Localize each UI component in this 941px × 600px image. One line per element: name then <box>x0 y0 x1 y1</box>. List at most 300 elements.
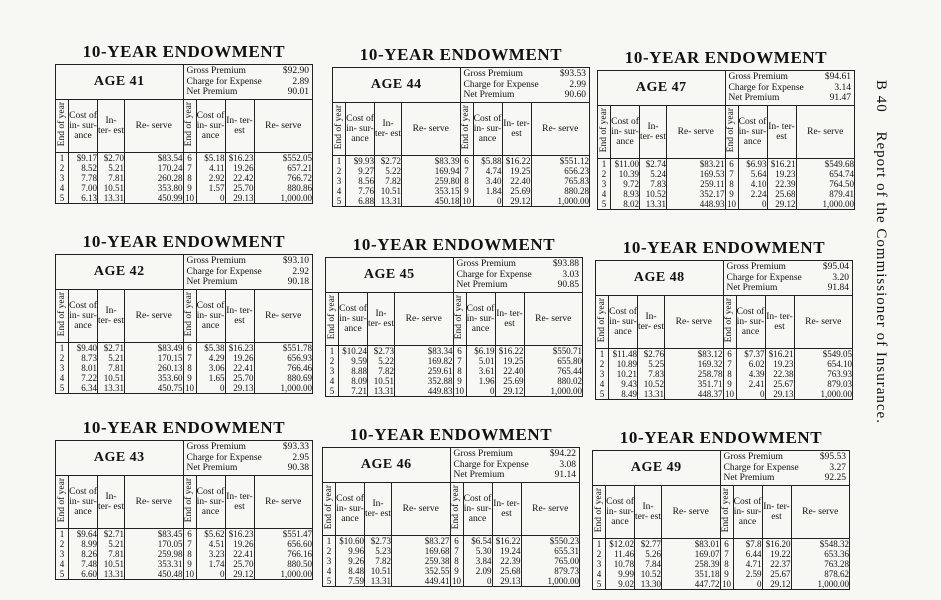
age-label: AGE 48 <box>596 261 724 296</box>
gross-premium: $93.88 <box>552 259 579 270</box>
cell: 1.96 <box>478 376 495 386</box>
cell: $16.23 <box>228 153 254 163</box>
cell: $2.74 <box>645 159 666 169</box>
cell: 9.02 <box>618 579 634 589</box>
cell: 1,000.00 <box>280 193 312 203</box>
age-label: AGE 45 <box>326 258 454 293</box>
cell: 259.98 <box>157 549 183 559</box>
age-label: AGE 46 <box>323 448 451 483</box>
cell: 353.60 <box>157 373 183 383</box>
cell: 10.21 <box>616 369 637 379</box>
cell: $549.68 <box>824 159 854 169</box>
column-header: Cost of in- sur- ance <box>463 494 492 524</box>
cell: 450.18 <box>434 196 460 206</box>
column-header: Cost of in- sur- ance <box>611 117 639 147</box>
column-header: In- ter- est <box>493 499 520 519</box>
column-header: Cost of in- sur- ance <box>733 497 762 527</box>
column-header: In- ter- est <box>638 312 664 332</box>
cell: 766.16 <box>287 549 312 559</box>
cell: 655.80 <box>557 356 582 366</box>
cell: 656.93 <box>287 353 312 363</box>
column-header: Re- serve <box>135 311 172 321</box>
cell: $549.05 <box>822 349 852 359</box>
column-header: Re- serve <box>532 504 569 514</box>
endowment-table-card <box>592 428 850 590</box>
cell: 880.28 <box>564 186 589 196</box>
cell: 654.74 <box>829 169 854 179</box>
endowment-table <box>55 64 313 204</box>
expense-charge: 3.27 <box>829 462 846 473</box>
endowment-table <box>55 254 313 394</box>
cell: 656.23 <box>564 166 589 176</box>
cell: 352.55 <box>424 566 450 576</box>
column-header: Cost of in- sur- ance <box>196 487 225 517</box>
endowment-table <box>55 440 313 580</box>
cell: 765.00 <box>554 556 579 566</box>
data-row: 1 2 3 4 5 $10.24 9.59 8.88 8.09 7.21 $2.73 5.22 7.82 10.51 13.31 $83.34 169.82 259.61 352.88 449.83 6 7 8 9 10 $6.19 5.01 3.61 1.96 0 $16.22 19.25 22.40 25.69 29.12 $550.71 655.80 765.44 880.02 1,000.00 <box>326 346 583 397</box>
premium-block: Gross Premium $95.53 Charge for Expense 3.27 Net Premium 92.25 <box>720 451 850 486</box>
table-title: 10-YEAR ENDOWMENT <box>359 45 563 64</box>
cell: $16.21 <box>770 159 796 169</box>
column-header: End of year <box>333 105 344 150</box>
cell: 25.70 <box>233 373 254 383</box>
expense-charge: 2.92 <box>292 266 309 277</box>
cell: 19.23 <box>775 169 796 179</box>
column-header: In- ter- est <box>98 116 124 136</box>
cell: 25.69 <box>510 186 531 196</box>
column-header: Cost of in- sur- ance <box>609 307 637 337</box>
column-header: Re- serve <box>412 124 449 134</box>
cell: 10.78 <box>613 559 634 569</box>
cell: $2.76 <box>643 349 664 359</box>
cell: 351.18 <box>694 569 720 579</box>
cell: 1,000.00 <box>280 569 312 579</box>
cell: 7.83 <box>650 179 666 189</box>
cell: 13.31 <box>380 196 401 206</box>
cell: $550.71 <box>552 346 582 356</box>
cell: 1,000.00 <box>547 576 579 586</box>
endowment-table <box>595 260 853 400</box>
cell: 1,000.00 <box>817 579 849 589</box>
cell: $548.32 <box>819 539 849 549</box>
cell: 766.72 <box>287 173 312 183</box>
cell: $10.60 <box>339 536 364 546</box>
cell: 8.49 <box>621 389 637 399</box>
column-header: In- ter- est <box>368 309 394 329</box>
age-label: AGE 47 <box>598 71 726 106</box>
cell: 1.65 <box>208 373 225 383</box>
cell: 8.26 <box>81 549 97 559</box>
cell: 5.30 <box>475 546 492 556</box>
cell: 259.80 <box>434 176 460 186</box>
expense-charge: 2.89 <box>292 76 309 87</box>
cell: 654.10 <box>827 359 852 369</box>
cell: 2.41 <box>748 379 765 389</box>
cell: $5.88 <box>481 156 502 166</box>
cell: 879.41 <box>829 189 854 199</box>
data-row: 1 2 3 4 5 $9.93 9.27 8.56 7.76 6.88 $2.72 5.22 7.82 10.51 13.31 $83.39 169.94 259.80 353.15 450.18 6 7 8 9 10 $5.88 4.74 3.40 1.84 0 $16.22 19.25 22.40 25.69 29.12 $551.12 656.23 765.83 880.28 1,000.00 <box>333 156 590 207</box>
endowment-table-card <box>597 48 855 210</box>
column-header: Re- serve <box>135 121 172 131</box>
column-header: Re- serve <box>535 314 572 324</box>
cell: 10.52 <box>643 379 664 389</box>
gross-premium: $92.90 <box>282 66 309 77</box>
premium-block: Gross Premium $94.22 Charge for Expense 3.08 Net Premium 91.14 <box>450 448 580 483</box>
cell: 170.24 <box>157 163 183 173</box>
cell: 448.93 <box>699 199 725 209</box>
cell: 7.82 <box>378 366 394 376</box>
cell: 5.22 <box>378 356 394 366</box>
column-header: End of year <box>724 298 734 343</box>
cell: $9.17 <box>76 153 97 163</box>
cell: 9.27 <box>358 166 374 176</box>
cell: $6.54 <box>471 536 492 546</box>
cell: 5.22 <box>385 166 401 176</box>
cell: 3.61 <box>478 366 495 376</box>
table-title: 10-YEAR ENDOWMENT <box>619 428 823 447</box>
column-header: In- ter- est <box>496 309 523 329</box>
cell: $551.12 <box>559 156 589 166</box>
cell: $10.24 <box>342 346 367 356</box>
cell: 10.39 <box>618 169 639 179</box>
cell: 25.67 <box>773 379 794 389</box>
column-header: End of year <box>721 488 731 533</box>
cell: 22.41 <box>233 549 254 559</box>
premium-block: Gross Premium $93.33 Charge for Expense 2.95 Net Premium 90.38 <box>183 441 313 476</box>
net-premium: 91.47 <box>829 93 851 104</box>
column-header: End of year <box>326 295 337 340</box>
cell: 10.51 <box>373 376 394 386</box>
cell: 4.39 <box>748 369 765 379</box>
cell: 169.32 <box>697 359 723 369</box>
cell: $5.38 <box>204 343 225 353</box>
cell: 11.46 <box>614 549 634 559</box>
column-header: End of year <box>184 292 194 337</box>
cell: 19.23 <box>773 359 794 369</box>
cell: 22.39 <box>500 556 521 566</box>
column-header: Cost of in- sur- ance <box>196 301 225 331</box>
cell: 169.68 <box>424 546 450 556</box>
page-number: B 40 <box>873 80 889 113</box>
gross-premium: $93.53 <box>559 69 586 80</box>
cell: $12.02 <box>609 539 634 549</box>
cell: $16.23 <box>228 529 254 539</box>
endowment-table-card <box>55 418 313 580</box>
cell: 880.86 <box>287 183 312 193</box>
column-header: End of year <box>184 102 194 147</box>
column-header: Re- serve <box>402 504 439 514</box>
cell: 25.70 <box>233 559 254 569</box>
premium-block: Gross Premium $93.10 Charge for Expense 2.92 Net Premium 90.18 <box>183 255 313 290</box>
net-premium: 90.60 <box>564 90 586 101</box>
cell: 169.53 <box>699 169 725 179</box>
column-header: Cost of in- sur- ance <box>69 301 97 331</box>
cell: 4.29 <box>208 353 225 363</box>
cell: 9.96 <box>348 546 364 556</box>
cell: 1.57 <box>208 183 225 193</box>
cell: 260.13 <box>157 363 183 373</box>
cell: 1.84 <box>485 186 502 196</box>
cell: 9.26 <box>348 556 364 566</box>
endowment-table-card <box>55 232 313 394</box>
cell: $6.19 <box>474 346 495 356</box>
cell: 655.31 <box>554 546 579 556</box>
cell: $16.22 <box>505 156 531 166</box>
header-row <box>596 296 853 349</box>
cell: $2.77 <box>640 539 661 549</box>
cell: 10.51 <box>103 183 124 193</box>
cell: 169.82 <box>427 356 453 366</box>
column-header: Re- serve <box>265 121 302 131</box>
column-header: End of year <box>56 478 67 523</box>
age-label: AGE 49 <box>593 451 721 486</box>
cell: $2.71 <box>103 529 124 539</box>
column-header: Cost of in- sur- ance <box>196 111 225 141</box>
cell: 13.30 <box>640 579 661 589</box>
cell: $6.93 <box>746 159 767 169</box>
cell: 7.82 <box>375 556 391 566</box>
cell: 7.21 <box>351 386 367 396</box>
cell: 352.17 <box>699 189 725 199</box>
column-header: Re- serve <box>265 311 302 321</box>
cell: 653.36 <box>824 549 849 559</box>
cell: 22.38 <box>773 369 794 379</box>
column-header: Cost of in- sur- ance <box>606 497 634 527</box>
column-header: End of year <box>596 298 607 343</box>
cell: 7.00 <box>81 183 97 193</box>
cell: 880.69 <box>287 373 312 383</box>
cell: $2.72 <box>380 156 401 166</box>
cell: $16.23 <box>228 343 254 353</box>
premium-block: Gross Premium $93.88 Charge for Expense 3.03 Net Premium 90.85 <box>453 258 583 293</box>
data-row: 1 2 3 4 5 $10.60 9.96 9.26 8.48 7.59 $2.73 5.23 7.82 10.51 13.31 $83.27 169.68 259.38 352.55 449.41 6 7 8 9 10 $6.54 5.30 3.84 2.09 0 $16.22 19.24 22.39 25.68 29.13 $550.23 655.31 765.00 879.73 1,000.00 <box>323 536 580 587</box>
cell: 8.09 <box>351 376 367 386</box>
cell: 258.78 <box>697 369 723 379</box>
header-row <box>326 293 583 346</box>
column-header: Cost of in- sur- ance <box>339 304 367 334</box>
cell: 0 <box>220 383 225 393</box>
column-header: Cost of in- sur- ance <box>69 111 97 141</box>
cell: $11.00 <box>614 159 639 169</box>
column-header: Re- serve <box>672 507 709 517</box>
cell: 10.52 <box>640 569 661 579</box>
column-header: In- ter- est <box>766 312 793 332</box>
cell: 7.81 <box>108 363 124 373</box>
column-header: Re- serve <box>405 314 442 324</box>
table-title: 10-YEAR ENDOWMENT <box>82 42 286 61</box>
cell: 5.21 <box>108 539 124 549</box>
cell: $550.23 <box>549 536 579 546</box>
cell: 0 <box>490 386 495 396</box>
cell: 0 <box>497 196 502 206</box>
cell: 258.39 <box>694 559 720 569</box>
cell: 4.51 <box>208 539 225 549</box>
age-label: AGE 44 <box>333 68 461 103</box>
cell: 0 <box>487 576 492 586</box>
column-header: In- ter- est <box>503 119 530 139</box>
net-premium: 91.84 <box>827 283 849 294</box>
cell: 19.26 <box>233 353 254 363</box>
cell: $83.49 <box>157 343 183 353</box>
cell: 22.40 <box>503 366 524 376</box>
cell: $83.21 <box>699 159 725 169</box>
cell: $83.34 <box>427 346 453 356</box>
cell: 657.21 <box>287 163 312 173</box>
column-header: In- ter- est <box>635 502 661 522</box>
cell: 13.31 <box>643 389 664 399</box>
cell: 5.23 <box>375 546 391 556</box>
cell: 260.28 <box>157 173 183 183</box>
column-header: End of year <box>451 485 461 530</box>
age-label: AGE 43 <box>56 441 184 476</box>
cell: $83.12 <box>697 349 723 359</box>
column-header: In- ter- est <box>98 306 124 326</box>
column-header: Re- serve <box>802 507 839 517</box>
cell: 22.37 <box>770 559 791 569</box>
cell: 765.83 <box>564 176 589 186</box>
column-header: Cost of in- sur- ance <box>346 114 374 144</box>
cell: 0 <box>757 579 762 589</box>
data-row: 1 2 3 4 5 $9.64 8.99 8.26 7.48 6.60 $2.71 5.21 7.81 10.51 13.31 $83.45 170.05 259.98 353.31 450.48 6 7 8 9 10 $5.62 4.51 3.23 1.74 0 $16.23 19.26 22.41 25.70 29.12 $551.47 656.60 766.16 880.50 1,000.00 <box>56 529 313 580</box>
cell: 4.10 <box>750 179 767 189</box>
table-title: 10-YEAR ENDOWMENT <box>622 238 826 257</box>
cell: 259.38 <box>424 556 450 566</box>
cell: 29.12 <box>775 199 796 209</box>
cell: 7.78 <box>81 173 97 183</box>
cell: 13.31 <box>103 383 124 393</box>
table-title: 10-YEAR ENDOWMENT <box>352 235 556 254</box>
cell: $5.18 <box>204 153 225 163</box>
net-premium: 90.85 <box>557 280 579 291</box>
cell: 4.74 <box>485 166 502 176</box>
cell: $83.27 <box>424 536 450 546</box>
column-header: Cost of in- sur- ance <box>69 487 97 517</box>
cell: 1,000.00 <box>820 389 852 399</box>
gross-premium: $95.04 <box>822 262 849 273</box>
column-header: In- ter- est <box>226 492 253 512</box>
cell: $16.22 <box>495 536 521 546</box>
cell: 19.26 <box>233 539 254 549</box>
cell: 19.25 <box>503 356 524 366</box>
cell: $2.73 <box>370 536 391 546</box>
data-row: 1 2 3 4 5 $9.17 8.52 7.78 7.00 6.13 $2.70 5.21 7.81 10.51 13.31 $83.54 170.24 260.28 353.80 450.99 6 7 8 9 10 $5.18 4.11 2.92 1.57 0 $16.23 19.26 22.42 25.70 29.13 $552.05 657.21 766.72 880.86 1,000.00 <box>56 153 313 204</box>
cell: 25.67 <box>770 569 791 579</box>
net-premium: 90.01 <box>287 87 309 98</box>
endowment-table <box>332 67 590 207</box>
cell: 8.99 <box>81 539 97 549</box>
cell: 10.52 <box>645 189 666 199</box>
column-header: Cost of in- sur- ance <box>336 494 364 524</box>
cell: 2.92 <box>208 173 225 183</box>
cell: 5.26 <box>645 549 661 559</box>
cell: 6.34 <box>81 383 97 393</box>
cell: 25.68 <box>775 189 796 199</box>
cell: 0 <box>220 193 225 203</box>
expense-charge: 2.95 <box>292 452 309 463</box>
table-title: 10-YEAR ENDOWMENT <box>82 418 286 437</box>
cell: $16.22 <box>498 346 524 356</box>
column-header: End of year <box>593 488 604 533</box>
cell: 8.01 <box>81 363 97 373</box>
cell: 169.07 <box>694 549 720 559</box>
cell: 5.21 <box>108 163 124 173</box>
table-title: 10-YEAR ENDOWMENT <box>82 232 286 251</box>
cell: 29.12 <box>503 386 524 396</box>
cell: 765.44 <box>557 366 582 376</box>
cell: 7.81 <box>108 549 124 559</box>
cell: 2.24 <box>750 189 767 199</box>
cell: 0 <box>220 569 225 579</box>
header-row <box>333 103 590 156</box>
gross-premium: $95.53 <box>819 452 846 463</box>
endowment-table-card <box>322 425 580 587</box>
column-header: Cost of in- sur- ance <box>736 307 765 337</box>
cell: 19.26 <box>233 163 254 173</box>
column-header: End of year <box>323 485 334 530</box>
endowment-table <box>325 257 583 397</box>
cell: 5.64 <box>750 169 767 179</box>
cell: 9.59 <box>351 356 367 366</box>
cell: $11.48 <box>612 349 637 359</box>
cell: $7.37 <box>744 349 765 359</box>
cell: 10.89 <box>616 359 637 369</box>
cell: 29.13 <box>233 193 254 203</box>
cell: 6.13 <box>81 193 97 203</box>
cell: 352.88 <box>427 376 453 386</box>
cell: 13.31 <box>103 569 124 579</box>
cell: 8.93 <box>623 189 639 199</box>
column-header: Re- serve <box>677 127 714 137</box>
cell: 3.06 <box>208 363 225 373</box>
cell: 5.25 <box>648 359 664 369</box>
cell: 22.39 <box>775 179 796 189</box>
cell: 5.01 <box>478 356 495 366</box>
cell: 1.74 <box>208 559 225 569</box>
cell: 8.02 <box>623 199 639 209</box>
cell: $551.78 <box>282 343 312 353</box>
column-header: Re- serve <box>675 317 712 327</box>
expense-charge: 2.99 <box>569 79 586 90</box>
gross-premium: $93.33 <box>282 442 309 453</box>
cell: 764.50 <box>829 179 854 189</box>
cell: 353.15 <box>434 186 460 196</box>
column-header: End of year <box>598 108 609 153</box>
cell: 7.82 <box>385 176 401 186</box>
data-row: 1 2 3 4 5 $12.02 11.46 10.78 9.99 9.02 $2.77 5.26 7.84 10.52 13.30 $83.01 169.07 258.39 351.18 447.72 6 7 8 9 10 $7.8 6.44 4.71 2.59 0 $16.20 19.22 22.37 25.67 29.12 $548.32 653.36 763.28 878.62 1,000.00 <box>593 539 850 590</box>
cell: 29.13 <box>233 383 254 393</box>
cell: 353.80 <box>157 183 183 193</box>
cell: $2.71 <box>103 343 124 353</box>
cell: 8.73 <box>81 353 97 363</box>
cell: 2.09 <box>475 566 492 576</box>
cell: 259.61 <box>427 366 453 376</box>
age-label: AGE 41 <box>56 65 184 100</box>
data-row: 1 2 3 4 5 $11.00 10.39 9.72 8.93 8.02 $2.74 5.24 7.83 10.52 13.31 $83.21 169.53 259.11 352.17 448.93 6 7 8 9 10 $6.93 5.64 4.10 2.24 0 $16.21 19.23 22.39 25.68 29.12 $549.68 654.74 764.50 879.41 1,000.00 <box>598 159 855 210</box>
header-row <box>323 483 580 536</box>
cell: 449.41 <box>424 576 450 586</box>
column-header: Re- serve <box>805 317 842 327</box>
column-header: In- ter- est <box>375 119 401 139</box>
cell: 447.72 <box>694 579 720 589</box>
endowment-table-card <box>595 238 853 400</box>
cell: 7.22 <box>81 373 97 383</box>
cell: 353.31 <box>157 559 183 569</box>
cell: 6.60 <box>81 569 97 579</box>
cell: $83.54 <box>157 153 183 163</box>
cell: 13.31 <box>103 193 124 203</box>
cell: $7.8 <box>745 539 762 549</box>
cell: 450.75 <box>157 383 183 393</box>
